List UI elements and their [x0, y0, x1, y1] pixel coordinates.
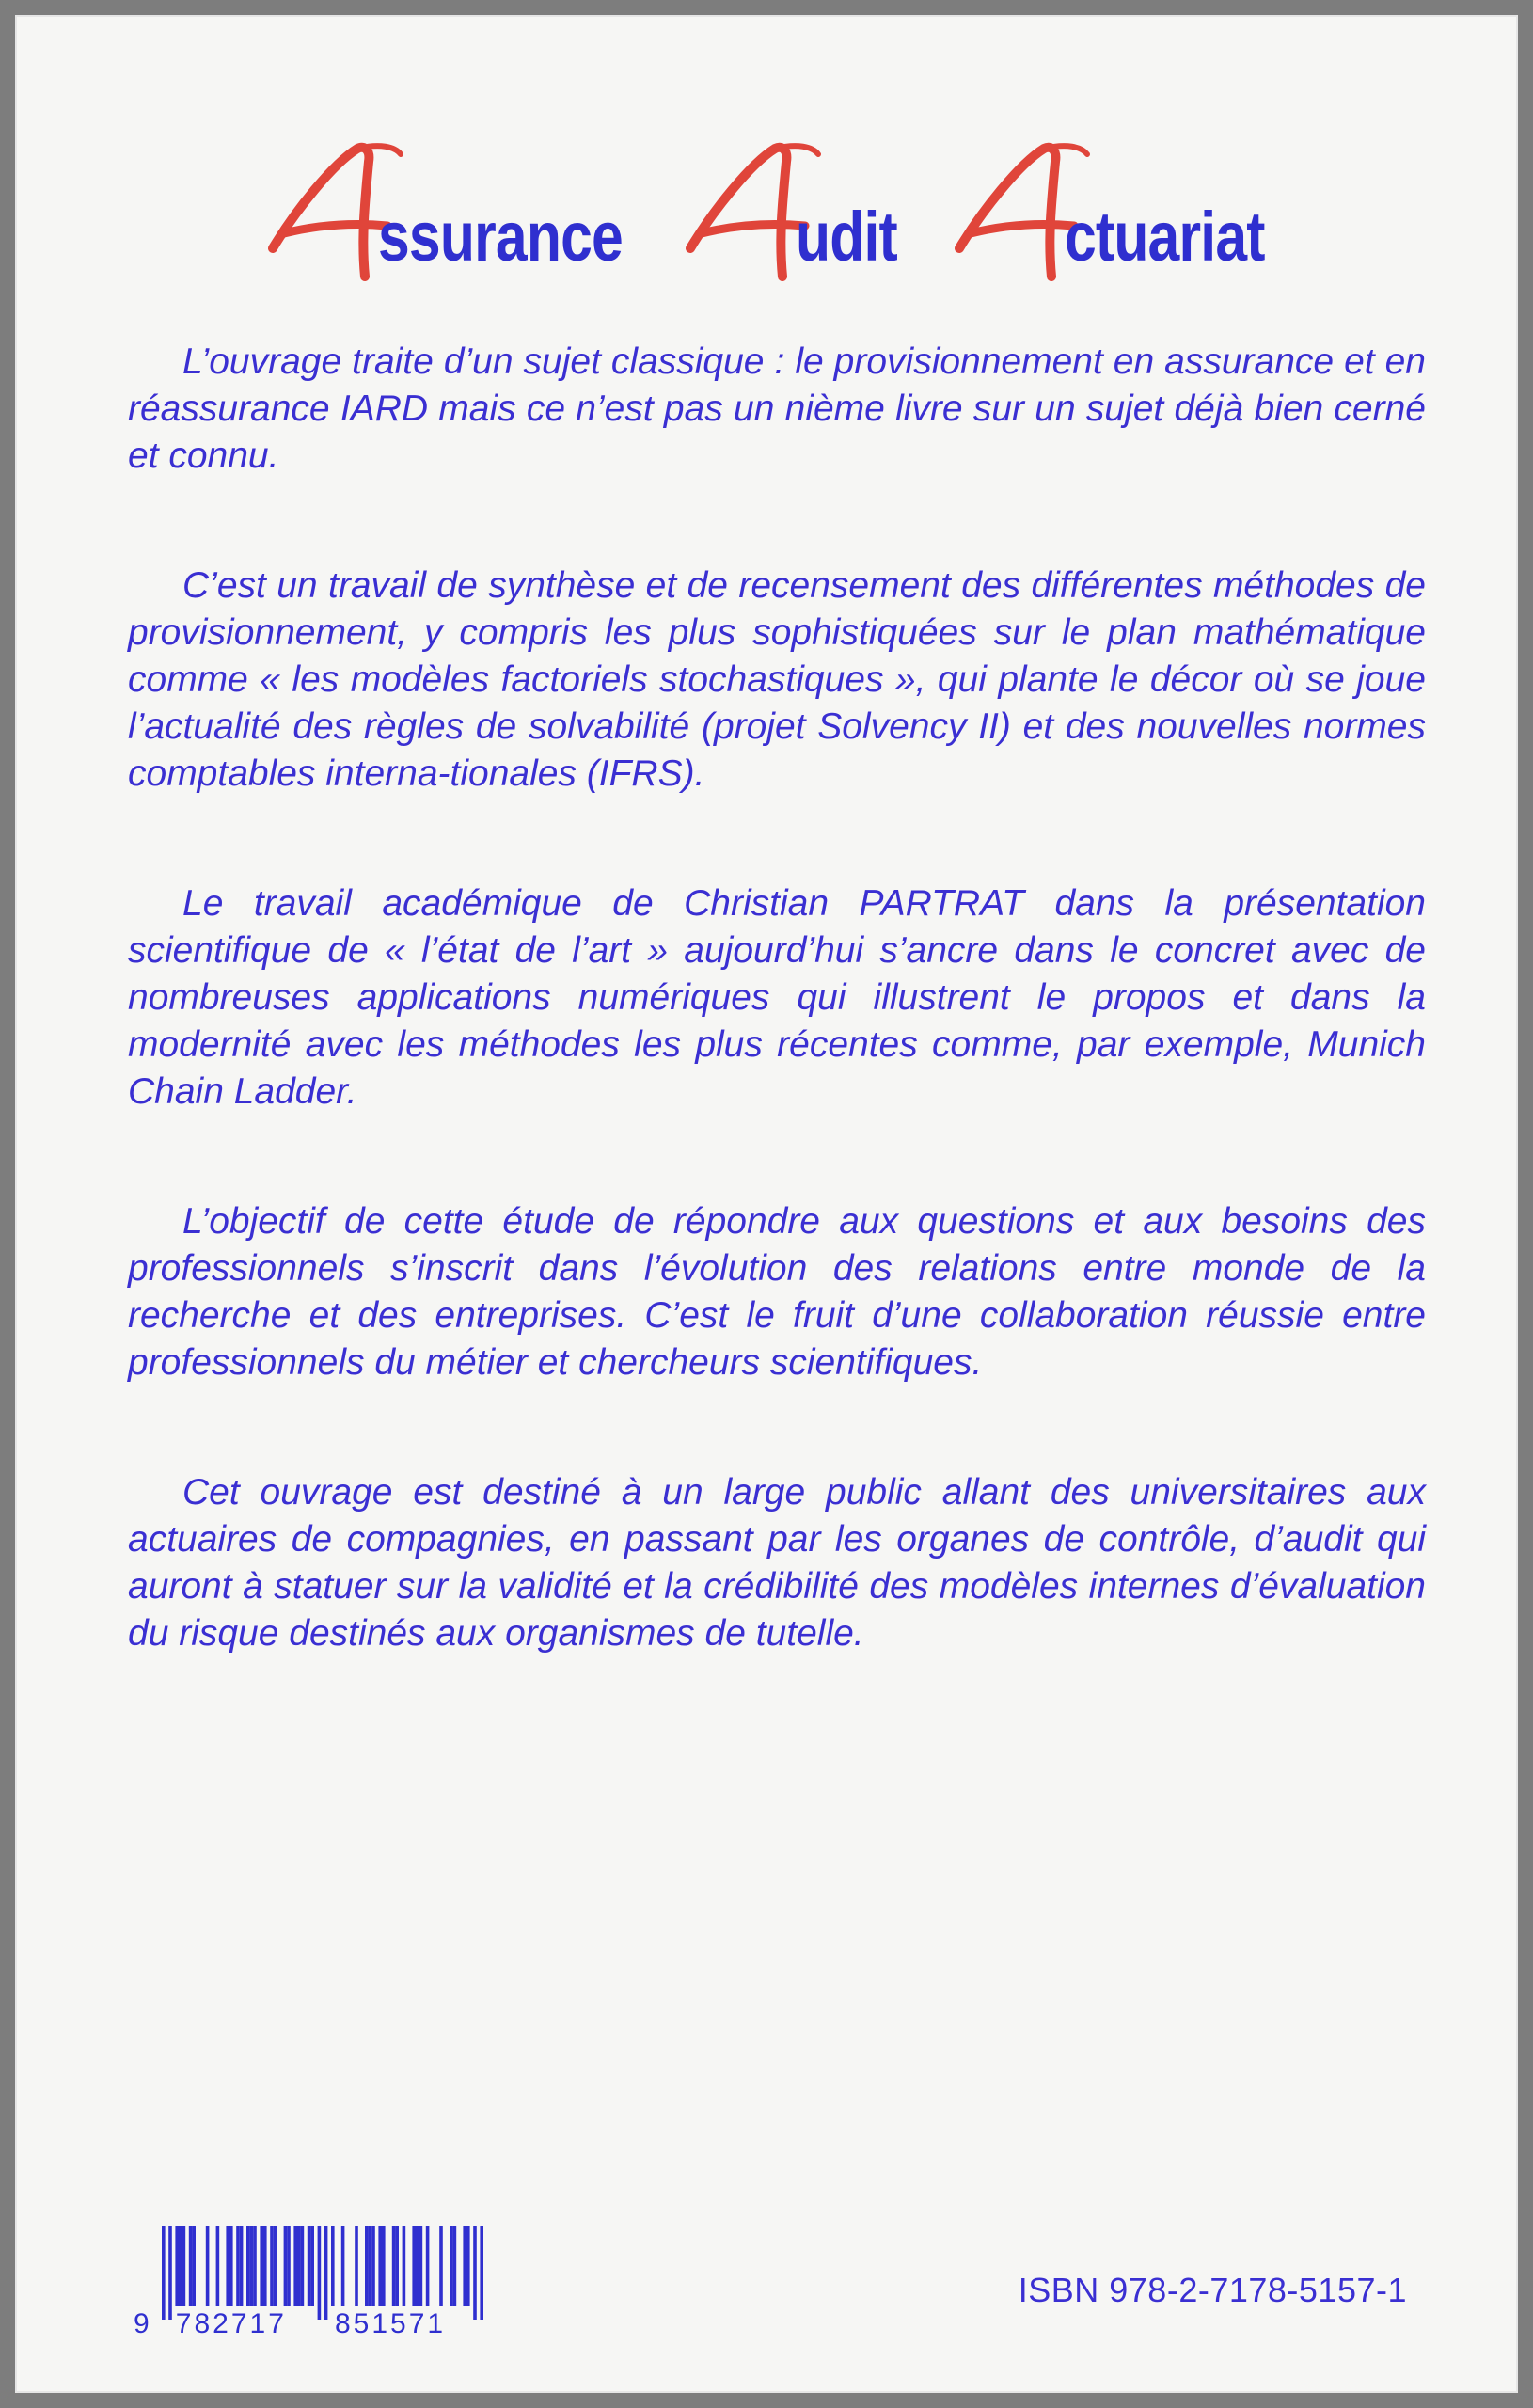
barcode-bar [297, 2226, 301, 2306]
barcode-bar [324, 2226, 328, 2320]
barcode-bar [308, 2226, 311, 2306]
barcode-bar [263, 2226, 267, 2306]
barcode-bar [284, 2226, 288, 2306]
barcode-bar [392, 2226, 396, 2306]
barcode-bar [236, 2226, 240, 2306]
barcode-bar [395, 2226, 399, 2306]
barcode-bar [480, 2226, 483, 2320]
barcode-bar [179, 2226, 182, 2306]
barcode-bar [192, 2226, 196, 2306]
description-text [128, 339, 1426, 1740]
barcode-bar [412, 2226, 416, 2306]
barcode-bar [466, 2226, 470, 2306]
barcode-bar [216, 2226, 220, 2306]
isbn-label: ISBN 978-2-7178-5157-1 [1018, 2271, 1407, 2309]
barcode-digits-right: 851571 [335, 2308, 447, 2337]
barcode-bar [310, 2226, 314, 2306]
barcode-bar [355, 2226, 358, 2306]
barcode-bar [301, 2226, 305, 2306]
barcode-bar [369, 2226, 372, 2306]
series-title [15, 135, 1518, 286]
barcode-bar [274, 2226, 277, 2306]
barcode-bar [226, 2226, 229, 2306]
barcode-digit-first: 9 [134, 2308, 152, 2337]
barcode-bar [382, 2226, 386, 2306]
barcode-bar [426, 2226, 430, 2306]
book-back-cover [15, 15, 1518, 2393]
series-word-actuariat [954, 135, 1330, 286]
barcode-bar [246, 2226, 250, 2306]
barcode-bar [450, 2226, 453, 2306]
barcode [126, 2224, 521, 2337]
barcode-bar [175, 2226, 179, 2306]
paragraph-5: Cet ouvrage est destiné à un large public allant des universitaires aux actuaires de compagnies, en passant par les organes de contrôle, d’audit qui auront à statuer sur la validité et la crédibilité des modèles internes d’évaluation du risque destinés aux organismes de tutelle. [128, 1472, 1426, 1654]
barcode-bar [189, 2226, 193, 2306]
barcode-bar [168, 2226, 172, 2320]
barcode-bar [341, 2226, 345, 2306]
barcode-bar [439, 2226, 443, 2306]
series-word-audit [685, 135, 929, 286]
barcode-bar [206, 2226, 210, 2306]
series-word-rest: ssurance [378, 198, 623, 276]
barcode-bar [162, 2226, 166, 2320]
paragraph-2: C’est un travail de synthèse et de recensement des différentes méthodes de provisionnement, y compris les plus sophistiquées sur le plan mathématique comme « les modèles factoriels stochastiques », qui plante le décor où se joue l’actualité des règles de solvabilité (projet Solvency II) et des nouvelles normes comptables interna-tionales (IFRS). [128, 565, 1426, 794]
barcode-bar [250, 2226, 254, 2306]
barcode-bar [371, 2226, 375, 2306]
barcode-bar [260, 2226, 263, 2306]
series-word-rest: ctuariat [1065, 198, 1265, 276]
barcode-bars [126, 2224, 521, 2337]
barcode-bar [463, 2226, 466, 2306]
barcode-bar [331, 2226, 335, 2306]
barcode-bar [365, 2226, 369, 2306]
barcode-digits-left: 782717 [175, 2308, 287, 2337]
series-word-assurance [267, 135, 662, 286]
barcode-bar [270, 2226, 274, 2306]
barcode-bar [229, 2226, 233, 2306]
barcode-bar [453, 2226, 457, 2306]
paragraph-1: L’ouvrage traite d’un sujet classique : le provisionnement en assurance et en réassurance IARD mais ce n’est pas un nième livre sur un sujet déjà bien cerné et connu. [128, 341, 1426, 476]
barcode-bar [416, 2226, 419, 2306]
barcode-bar [419, 2226, 423, 2306]
barcode-bar [253, 2226, 257, 2306]
barcode-bar [293, 2226, 297, 2306]
barcode-bar [473, 2226, 477, 2320]
barcode-bar [318, 2226, 322, 2320]
barcode-bar [287, 2226, 291, 2306]
barcode-bar [182, 2226, 186, 2306]
paragraph-4: L’objectif de cette étude de répondre aux questions et aux besoins des professionnels s’inscrit dans l’évolution des relations entre monde de la recherche et des entreprises. C’est le fruit d’une collaboration réussie entre professionnels du métier et chercheurs scientifiques. [128, 1201, 1426, 1383]
barcode-bar [240, 2226, 244, 2306]
barcode-bar [378, 2226, 382, 2306]
paragraph-3: Le travail académique de Christian PARTRAT dans la présentation scientifique de « l’état de l’art » aujourd’hui s’ancre dans le concret avec de nombreuses applications numériques qui illustrent le propos et dans la modernité avec les méthodes les plus récentes comme, par exemple, Munich Chain Ladder. [128, 883, 1426, 1112]
barcode-bar [403, 2226, 406, 2306]
series-word-rest: udit [796, 198, 897, 276]
